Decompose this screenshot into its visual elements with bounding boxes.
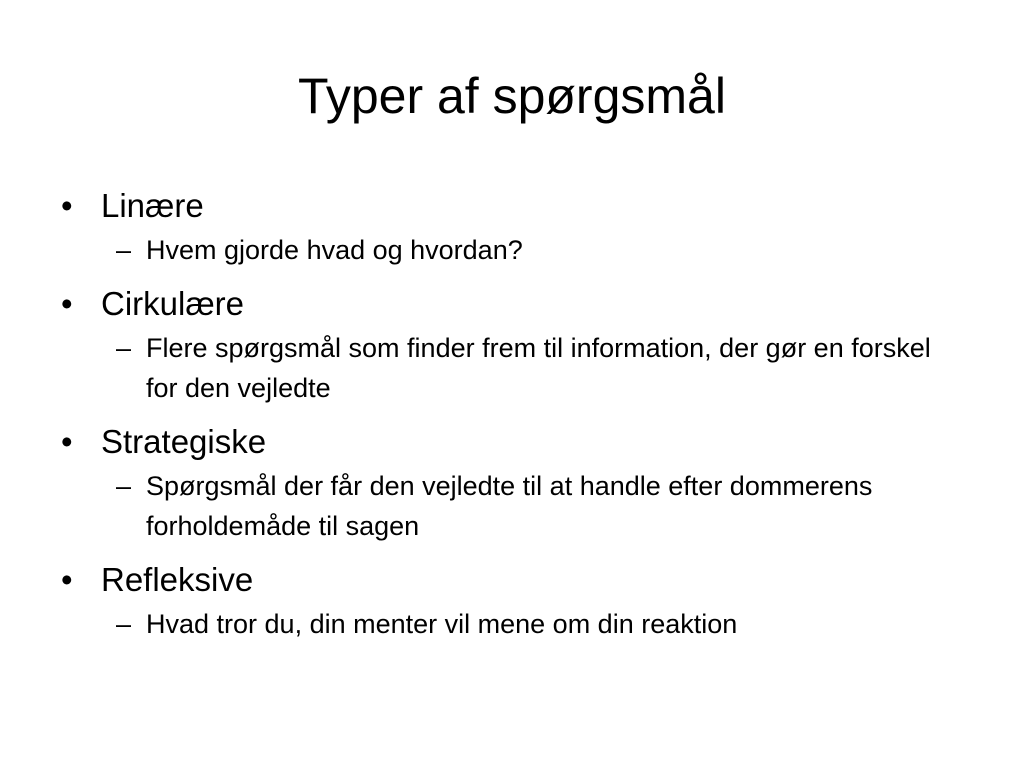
sub-text: Flere spørgsmål som finder frem til information, der gør en forskel for den vejledte: [146, 333, 931, 403]
sub-list: [56, 604, 956, 644]
sub-text: Hvem gjorde hvad og hvordan?: [146, 235, 523, 265]
bullet-icon: •: [61, 187, 73, 224]
bullet-text-strategiske: Strategiske: [101, 423, 267, 460]
bullet-text-refleksive: Refleksive: [101, 561, 254, 598]
bullet-text-cirkulaere: Cirkulære: [101, 285, 245, 322]
sub-list-item: [56, 466, 956, 546]
bullet-row: [56, 280, 956, 328]
bullet-text-linaere: Linære: [101, 187, 204, 224]
sub-list: [56, 466, 956, 546]
list-item: [56, 182, 956, 270]
bullet-icon: •: [61, 423, 73, 460]
dash-icon: –: [116, 235, 132, 265]
bullet-row: [56, 418, 956, 466]
dash-icon: –: [116, 471, 132, 501]
bullet-row: [56, 556, 956, 604]
sub-list: [56, 328, 956, 408]
sub-text: Hvad tror du, din menter vil mene om din reaktion: [146, 609, 738, 639]
slide-title: Typer af spørgsmål: [298, 68, 726, 124]
sub-list: [56, 230, 956, 270]
sub-list-item: [56, 604, 956, 644]
list-item: [56, 418, 956, 546]
bullet-icon: •: [61, 285, 73, 322]
bullet-icon: •: [61, 561, 73, 598]
dash-icon: –: [116, 609, 132, 639]
sub-list-item: [56, 328, 956, 408]
sub-text: Spørgsmål der får den vejledte til at handle efter dommerens forholdemåde til sagen: [146, 471, 873, 541]
bullet-row: [56, 182, 956, 230]
list-item: [56, 556, 956, 644]
bullet-list: [56, 182, 956, 654]
sub-list-item: [56, 230, 956, 270]
list-item: [56, 280, 956, 408]
dash-icon: –: [116, 333, 132, 363]
